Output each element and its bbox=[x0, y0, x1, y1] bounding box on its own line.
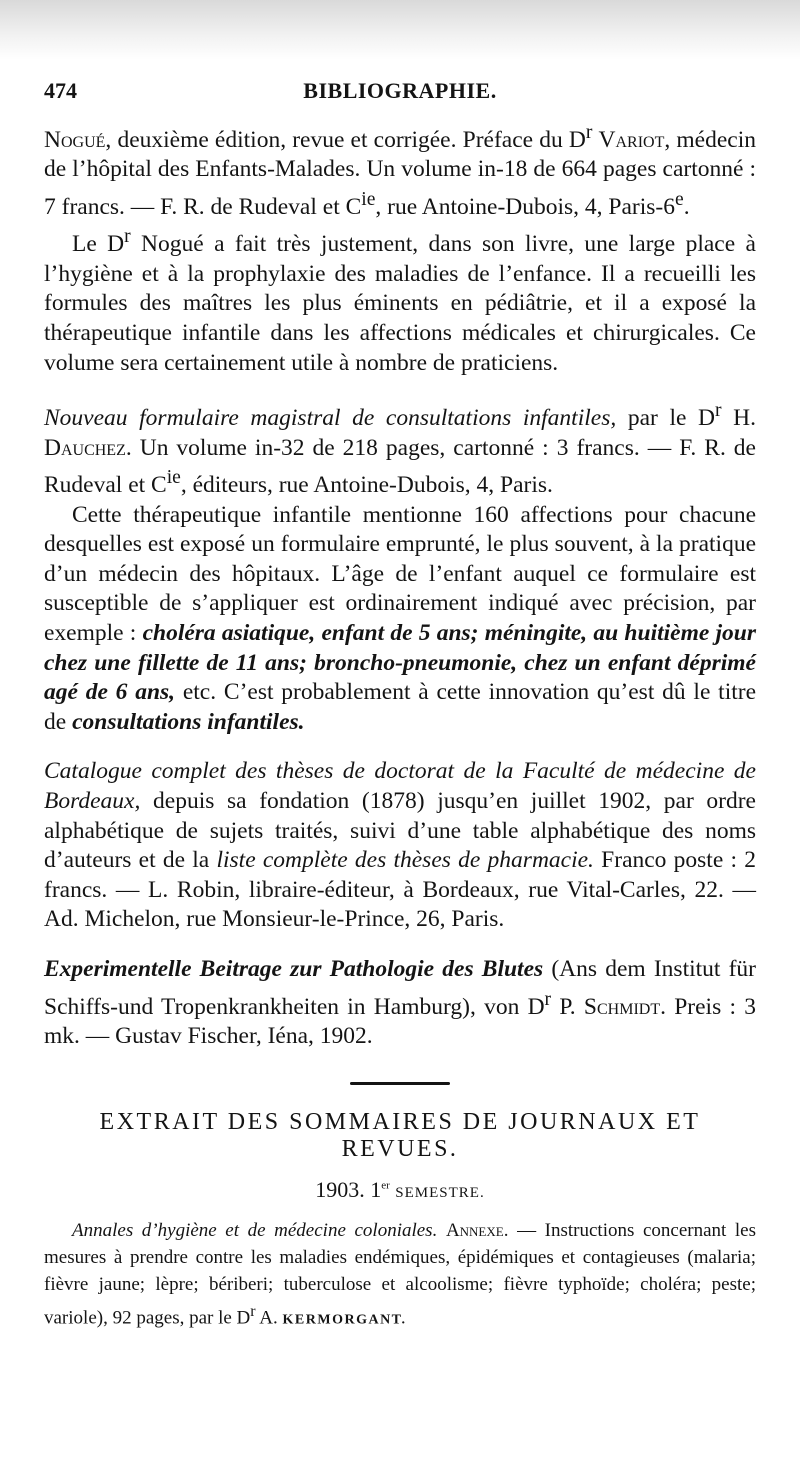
sup: r bbox=[250, 1302, 256, 1320]
emphasis: liste complète des thèses de pharmacie. bbox=[216, 847, 594, 874]
year: 1903. bbox=[315, 1176, 365, 1202]
section-subtitle bbox=[44, 1177, 756, 1203]
page-body bbox=[44, 118, 756, 1333]
sup: ie bbox=[166, 467, 181, 489]
annexe: Annexe bbox=[445, 1219, 504, 1241]
text: . — Instructions concernant les mesures à prendre contre les maladies endémiques, épidémiques et contagieuses (malaria; fièvre jaune; lèpre; bériberi; tuberculose et alcoolisme; fièvre typhoïde; choléra; peste; variole), 92 pages, par le D bbox=[44, 1219, 757, 1328]
text: , deuxième édition, revue et corrigée. Préface du D bbox=[105, 126, 586, 153]
author-nogue: Nogué bbox=[44, 126, 106, 153]
text: (Ans dem Institut für Schiffs-und Tropenkrankheiten in Hamburg), von D bbox=[44, 955, 757, 1020]
space bbox=[437, 1220, 446, 1241]
entry-nogue-citation bbox=[44, 118, 756, 222]
text: . Un volume in-32 de 218 pages, cartonné : 3 francs. — F. R. de Rudeval et C bbox=[44, 434, 756, 499]
text: . bbox=[683, 193, 690, 220]
text: , éditeurs, rue Antoine-Dubois, 4, Paris. bbox=[180, 472, 553, 499]
sup: r bbox=[124, 226, 131, 248]
author-variot: Variot bbox=[598, 126, 665, 153]
text: Cette thérapeutique infantile mentionne 160 affections pour chacune desquelles est exposé un formulaire emprunté, le plus souvent, à la pratique d’un médecin des hôpitaux. L’âge de l’enfant auquel ce formulaire est susceptible de s’appliquer est ordinairement indiqué avec précision, par exemple : bbox=[44, 501, 756, 647]
section-title: EXTRAIT DES SOMMAIRES DE JOURNAUX ET REVUES. bbox=[99, 1108, 701, 1162]
text: Franco poste : 2 francs. — L. Robin, libraire-éditeur, à Bordeaux, rue Vital-Carles, 22. — Ad. Michelon, rue Monsieur-le-Prince, 26, Paris. bbox=[44, 847, 757, 933]
sup: er bbox=[381, 1179, 390, 1192]
book-title: Nouveau formulaire magistral de consultations infantiles, bbox=[44, 405, 617, 432]
num: 1 bbox=[370, 1176, 382, 1202]
entry-dauchez-citation bbox=[44, 396, 756, 500]
examples: choléra asiatique, enfant de 5 ans; méningite, au huitième jour chez une fillette de 11 ans; broncho-pneumonie, chez un enfant déprimé agé de 6 ans, bbox=[44, 620, 756, 706]
text: Le D bbox=[72, 231, 125, 258]
author-kermorgant: KERMORGANT. bbox=[282, 1311, 407, 1327]
text: H. bbox=[721, 405, 756, 432]
entry-schmidt bbox=[44, 955, 756, 1052]
text: etc. C’est probablement à cette innovation qu’est dû le titre de bbox=[44, 679, 757, 735]
text: A. bbox=[255, 1306, 283, 1328]
sup: r bbox=[715, 400, 722, 422]
book-title: Experimentelle Beitrage zur Pathologie des Blutes bbox=[44, 955, 544, 982]
running-title: BIBLIOGRAPHIE. bbox=[303, 78, 497, 103]
author-schmidt: Schmidt bbox=[583, 993, 661, 1020]
page-number: 474 bbox=[44, 78, 77, 103]
entry-bordeaux-catalogue bbox=[44, 757, 756, 935]
author-dauchez: Dauchez bbox=[44, 434, 126, 461]
sup: r bbox=[585, 122, 593, 143]
entry-dauchez-review bbox=[44, 501, 756, 738]
scan-shadow bbox=[0, 0, 800, 60]
sup: ie bbox=[361, 189, 376, 211]
section-divider bbox=[350, 1082, 450, 1085]
text: par le D bbox=[616, 405, 715, 432]
text: depuis sa fondation (1878) jusqu’en juillet 1902, par ordre alphabétique de sujets traités, suivi d’une table alphabétique des noms d’auteurs et de la bbox=[44, 788, 756, 874]
journal-title: Annales d’hygiène et de médecine coloniales. bbox=[72, 1219, 438, 1241]
text: , rue Antoine-Dubois, 4, Paris-6 bbox=[375, 193, 676, 220]
sup: r bbox=[544, 988, 552, 1010]
entry-nogue-review bbox=[44, 222, 756, 378]
page-header bbox=[44, 78, 756, 110]
book-title: Catalogue complet des thèses de doctorat de la Faculté de médecine de Bordeaux, bbox=[44, 758, 756, 815]
text: Nogué a fait très justement, dans son livre, une large place à l’hygiène et à la prophylaxie des maladies de l’enfance. Il a recueilli les formules des maîtres les plus éminents en pédiâtrie, et il a exposé la thérapeutique infantile dans les affections médicales et chirurgicales. Ce volume sera certainement utile à nombre de praticiens. bbox=[44, 231, 756, 376]
sup: e bbox=[675, 189, 684, 211]
emphasis: consultations infantiles. bbox=[72, 708, 305, 735]
text: , médecin de l’hôpital des Enfants-Malades. Un volume in-18 de 664 pages cartonné : 7 francs. — F. R. de Rudeval et C bbox=[44, 126, 757, 220]
text: . Preis : 3 mk. — Gustav Fischer, Iéna, 1902. bbox=[44, 993, 757, 1049]
text: P. bbox=[551, 993, 584, 1020]
semestre: SEMESTRE. bbox=[395, 1184, 485, 1201]
entry-annales bbox=[44, 1217, 756, 1333]
